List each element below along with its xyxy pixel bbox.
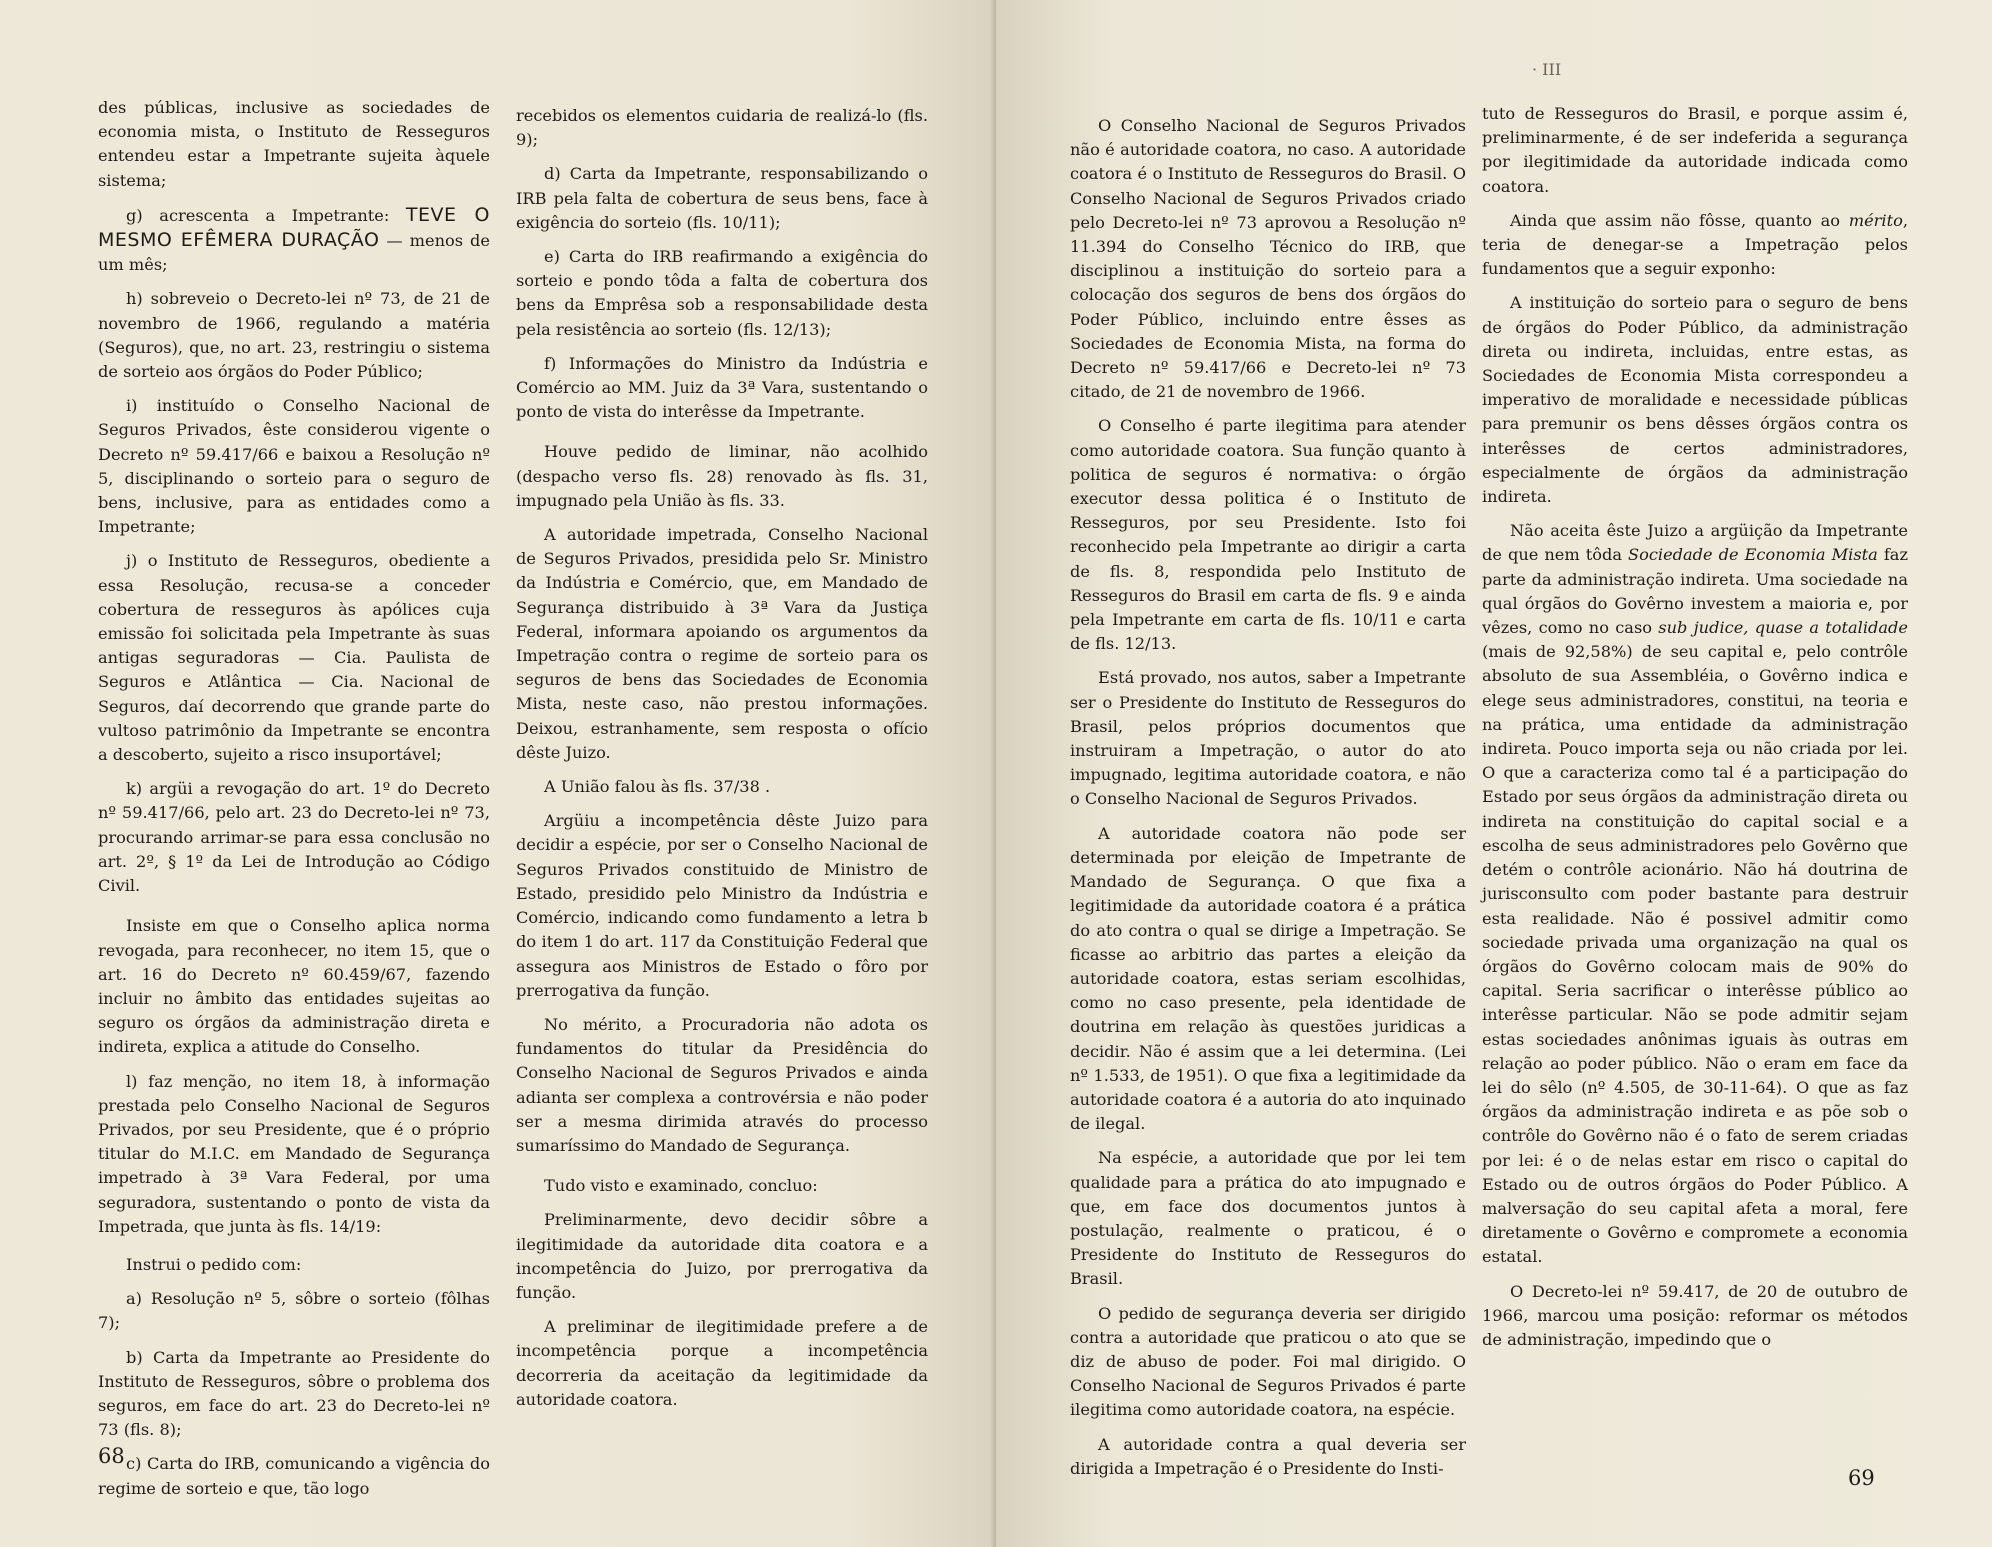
paragraph: Insiste em que o Conselho aplica norma revogada, para reconhecer, no item 15, que o art. 16 do Decreto nº 60.459/67, fazendo incluir no âmbito das entidades sujeitas ao seguro os órgãos da administração direta e indireta, explica a atitude do Conselho. bbox=[98, 916, 490, 1057]
paragraph: a) Resolução nº 5, sôbre o sorteio (fôlhas 7); bbox=[98, 1289, 490, 1333]
caps-quote: TEVE O MESMO EFÊMERA DURAÇÃO bbox=[98, 203, 491, 252]
paragraph: Instrui o pedido com: bbox=[126, 1254, 302, 1274]
paragraph: Está provado, nos autos, saber a Impetrante ser o Presidente do Instituto de Resseguros do Brasil, pelos próprios documentos que instruiram a Impetração, o autor do ato impugnado, legitima autoridade coatora, e não o Conselho Nacional de Seguros Privados. bbox=[1070, 668, 1466, 809]
paragraph: Na espécie, a autoridade que por lei tem qualidade para a prática do ato impugnado e que, em face dos documentos juntos à postulação, realmente o praticou, é o Presidente do Instituto de Resseguros do Brasil. bbox=[1070, 1148, 1466, 1289]
page-number: 69 bbox=[1848, 1466, 1875, 1490]
paragraph: tuto de Resseguros do Brasil, e porque assim é, preliminarmente, é de ser indeferida a segurança por ilegitimidade da autoridade indicada como coatora. bbox=[1482, 104, 1908, 196]
paragraph: k) argüi a revogação do art. 1º do Decreto nº 59.417/66, pelo art. 23 do Decreto-lei nº 73, procurando arrimar-se para essa conclusão no art. 2º, § 1º da Lei de Introdução ao Código Civil. bbox=[98, 779, 490, 896]
right-page bbox=[996, 0, 1992, 1547]
paragraph: No mérito, a Procuradoria não adota os fundamentos do titular da Presidência do Conselho Nacional de Seguros Privados e ainda adianta ser complexa a controvérsia e não poder ser a mesma dirimida através do processo sumaríssimo do Mandado de Segurança. bbox=[516, 1014, 928, 1155]
page-number: 68 bbox=[98, 1444, 125, 1468]
emphasis: mérito bbox=[1848, 210, 1903, 230]
paragraph: Houve pedido de liminar, não acolhido (despacho verso fls. 28) renovado às fls. 31, impugnado pela União às fls. 33. bbox=[516, 442, 928, 510]
paragraph: l) faz menção, no item 18, à informação prestada pelo Conselho Nacional de Seguros Privados, por seu Presidente, que é o próprio titular do M.I.C. em Mandado de Segurança impetrado à 3ª Vara Federal, por uma seguradora, sustentando o ponto de vista da Impetrada, que junta às fls. 14/19: bbox=[98, 1071, 490, 1236]
paragraph: A autoridade coatora não pode ser determinada por eleição de Impetrante de Mandado de Segurança. O que fixa a legitimidade da autoridade coatora é a prática do ato contra o qual se dirige a Impetração. Se ficasse ao arbitrio das partes a eleição da autoridade coatora, estas seriam escolhidas, como no caso presente, pela identidade de doutrina em relação às questões juridicas a decidir. Não é assim que a lei determina. (Lei nº 1.533, de 1951). O que fixa a legitimidade da autoridade coatora é a autoria do ato inquinado de ilegal. bbox=[1070, 823, 1466, 1134]
paragraph: Não aceita êste Juizo a argüição da Impetrante de que nem tôda Sociedade de Economia Mista faz parte da administração indireta. Uma sociedade na qual órgãos do Govêrno investem a maioria e, por vêzes, como no caso sub judice, quase a totalidade (mais de 92,58%) de seu capital e, pelo contrôle absoluto de sua Assembléia, o Govêrno indica e elege seus administradores, constitui, na teoria e na prática, uma entidade da administração indireta. Pouco importa seja ou não criada por lei. O que a caracteriza como tal é a participação do Estado por seus órgãos da administração direta ou indireta na constituição do capital social e a escolha de seus administradores pelo Govêrno que detém o contrôle acionário. Não há doutrina de jurisconsulto com poder bastante para destruir esta realidade. Não é possivel admitir como sociedade privada uma organização na qual os órgãos do Govêrno colocam mais de 90% do capital. Seria sacrificar o interêsse público ao interêsse particular. Não se pode admitir sejam estas sociedades anônimas iguais às outras em relação ao poder público. Não o eram em face da lei do sêlo (nº 4.505, de 30-11-64). O que as faz órgãos da administração indireta e as põe sob o contrôle do Govêrno não é o fato de serem criadas por lei: é o de nelas estar em risco o capital do Estado ou de outros órgãos do Poder Público. A malversação do seu capital afeta a moral, fere diretamente o Govêrno e compromete a economia estatal. bbox=[1482, 521, 1908, 1267]
paragraph: Preliminarmente, devo decidir sôbre a ilegitimidade da autoridade dita coatora e a incompetência do Juizo, por prerrogativa da função. bbox=[516, 1210, 928, 1302]
paragraph: d) Carta da Impetrante, responsabilizando o IRB pela falta de cobertura de seus bens, face à exigência do sorteio (fls. 10/11); bbox=[516, 164, 928, 232]
paragraph: A União falou às fls. 37/38 . bbox=[544, 777, 771, 797]
paragraph: recebidos os elementos cuidaria de realizá-lo (fls. 9); bbox=[516, 106, 928, 150]
paragraph: Tudo visto e examinado, concluo: bbox=[544, 1176, 818, 1196]
paragraph: A preliminar de ilegitimidade prefere a de incompetência porque a incompetência decorreria da aceitação da legitimidade da autoridade coatora. bbox=[516, 1317, 928, 1409]
paragraph: h) sobreveio o Decreto-lei nº 73, de 21 de novembro de 1966, regulando a matéria (Seguros), que, no art. 23, restringiu o sistema de sorteio aos órgãos do Poder Público; bbox=[98, 289, 490, 382]
paragraph: A autoridade impetrada, Conselho Nacional de Seguros Privados, presidida pelo Sr. Ministro da Indústria e Comércio, que, em Mandado de Segurança distribuido à 3ª Vara da Justiça Federal, informara apoiando os argumentos da Impetração contra o regime de sorteio para os seguros de bens das Sociedades de Economia Mista, neste caso, não prestou informações. Deixou, estranhamente, sem resposta o ofício dêste Juizo. bbox=[516, 525, 928, 762]
paragraph: O Decreto-lei nº 59.417, de 20 de outubro de 1966, marcou uma posição: reformar os métodos de administração, impedindo que o bbox=[1482, 1281, 1908, 1349]
paragraph: O pedido de segurança deveria ser dirigido contra a autoridade que praticou o ato que se diz de abuso de poder. Foi mal dirigido. O Conselho Nacional de Seguros Privados é parte ilegitima como autoridade coatora, na espécie. bbox=[1070, 1303, 1466, 1420]
paragraph: f) Informações do Ministro da Indústria e Comércio ao MM. Juiz da 3ª Vara, sustentando o ponto de vista do interêsse da Impetrante. bbox=[516, 353, 928, 422]
paragraph: j) o Instituto de Resseguros, obediente a essa Resolução, recusa-se a conceder cobertura de resseguros às apólices cuja emissão foi solicitada pela Impetrante às suas antigas seguradoras — Cia. Paulista de Seguros e Atlântica — Cia. Nacional de Seguros, daí decorrendo que grande parte do vultoso patrimônio da Impetrante se encontra a descoberto, sujeito a risco insuportável; bbox=[98, 551, 490, 765]
paragraph: Ainda que assim não fôsse, quanto ao mérito, teria de denegar-se a Impetração pelos fundamentos que a seguir exponho: bbox=[1482, 210, 1908, 279]
paragraph: b) Carta da Impetrante ao Presidente do Instituto de Resseguros, sôbre o problema dos seguros, em face do art. 23 do Decreto-lei nº 73 (fls. 8); bbox=[98, 1347, 490, 1440]
ink-mark: · III bbox=[1532, 60, 1562, 79]
paragraph: g) acrescenta a Impetrante: TEVE O MESMO EFÊMERA DURAÇÃO — menos de um mês; bbox=[98, 203, 491, 275]
emphasis: Sociedade de Economia Mista bbox=[1628, 545, 1878, 565]
left-page-column-1 bbox=[98, 96, 490, 1511]
paragraph: O Conselho Nacional de Seguros Privados não é autoridade coatora, no caso. A autoridade coatora é o Instituto de Resseguros do Brasil. O Conselho Nacional de Seguros Privados criado pelo Decreto-lei nº 73 aprovou a Resolução nº 11.394 do Conselho Técnico do IRB, que disciplinou a instituição do sorteio para a colocação dos seguros de bens dos órgãos do Poder Público, incluindo entre êsses as Sociedades de Economia Mista, na forma do Decreto nº 59.417/66 e Decreto-lei nº 73 citado, de 21 de novembro de 1966. bbox=[1070, 116, 1466, 402]
right-page-column-1 bbox=[1070, 114, 1466, 1491]
emphasis: sub judice, quase a totalidade bbox=[1658, 618, 1908, 638]
right-page-column-2 bbox=[1482, 102, 1908, 1362]
paragraph: A instituição do sorteio para o seguro de bens de órgãos do Poder Público, da administração direta ou indireta, incluidas, entre estas, as Sociedades de Economia Mista correspondeu a imperativo de moralidade e necessidade públicas para premunir os bens dêsses órgãos contra os interêsses de certos administradores, especialmente de órgãos da administração indireta. bbox=[1482, 293, 1908, 507]
paragraph: i) instituído o Conselho Nacional de Seguros Privados, êste considerou vigente o Decreto nº 59.417/66 e baixou a Resolução nº 5, disciplinando o sorteio para o seguro de bens, inclusive, para as entidades como a Impetrante; bbox=[98, 396, 490, 537]
paragraph: A autoridade contra a qual deveria ser dirigida a Impetração é o Presidente do Insti- bbox=[1070, 1434, 1466, 1478]
paragraph: Argüiu a incompetência dêste Juizo para decidir a espécie, por ser o Conselho Nacional de Seguros Privados constituido de Ministro de Estado, presidido pelo Ministro da Indústria e Comércio, indicando como fundamento a letra b do item 1 do art. 117 da Constituição Federal que assegura aos Ministros de Estado o fôro por prerrogativa da função. bbox=[516, 811, 928, 1000]
paragraph: c) Carta do IRB, comunicando a vigência do regime de sorteio e que, tão logo bbox=[98, 1454, 490, 1498]
paragraph: des públicas, inclusive as sociedades de economia mista, o Instituto de Resseguros entendeu estar a Impetrante sujeita àquele sistema; bbox=[98, 98, 490, 190]
left-page-column-2 bbox=[516, 104, 928, 1422]
paragraph: e) Carta do IRB reafirmando a exigência do sorteio e pondo tôda a falta de cobertura dos bens da Emprêsa sob a responsabilidade desta pela resistência ao sorteio (fls. 12/13); bbox=[516, 247, 928, 339]
paragraph: O Conselho é parte ilegitima para atender como autoridade coatora. Sua função quanto à politica de seguros é normativa: o órgão executor dessa politica é o Instituto de Resseguros, por seu Presidente. Isto foi reconhecido pela Impetrante ao dirigir a carta de fls. 8, respondida pelo Instituto de Resseguros do Brasil em carta de fls. 9 e ainda pela Impetrante em carta de fls. 10/11 e carta de fls. 12/13. bbox=[1070, 416, 1466, 654]
